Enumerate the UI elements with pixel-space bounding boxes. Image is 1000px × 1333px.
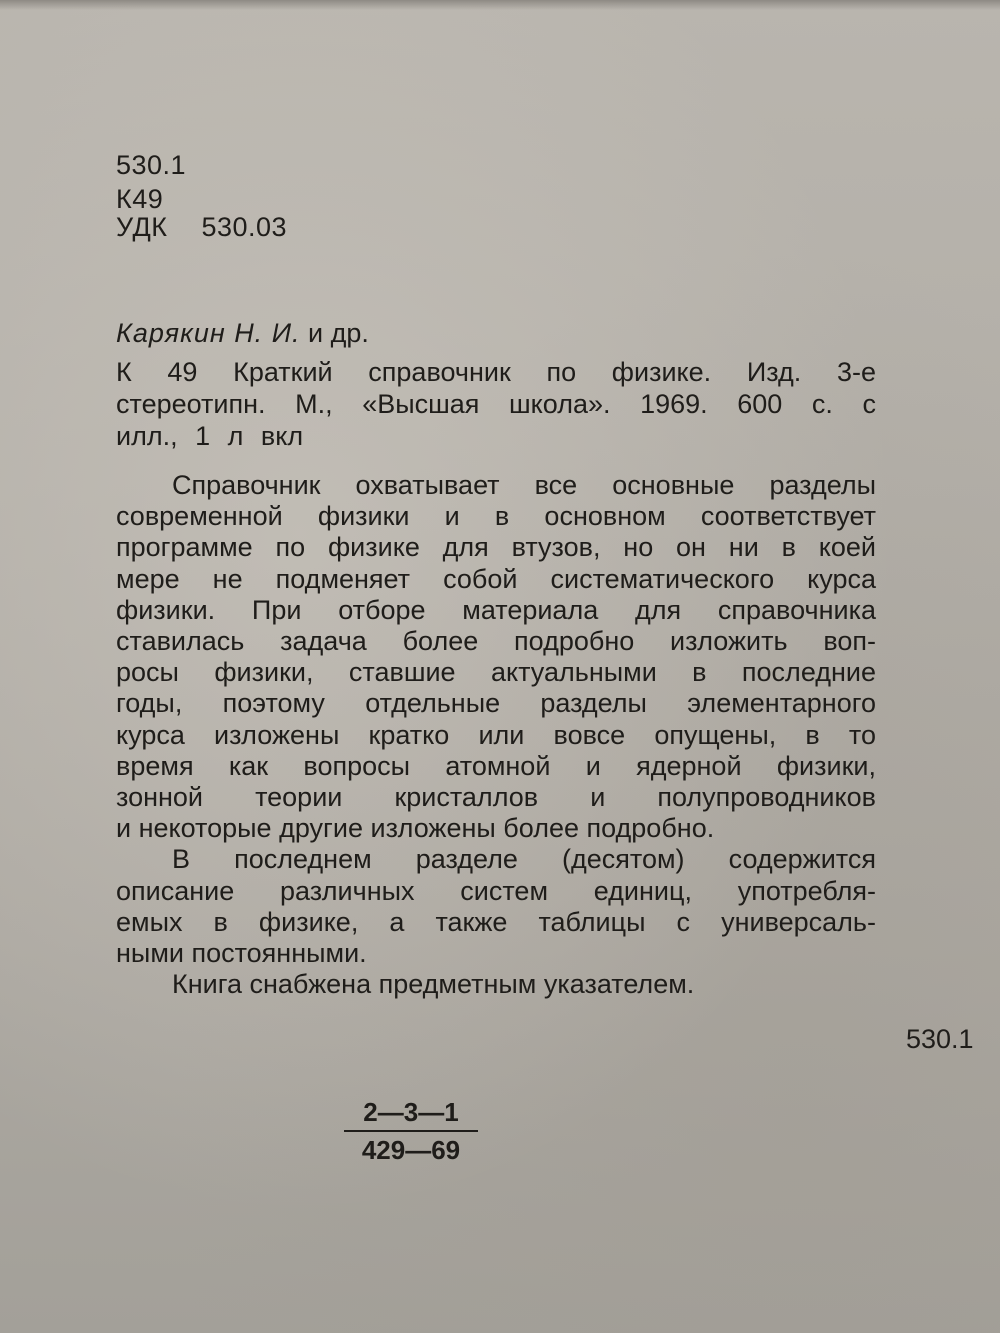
abstract-line: ными постоянными. (116, 938, 367, 969)
abstract-line: курса изложены кратко или вовсе опущены, в то (116, 719, 876, 750)
udk-value: 530.03 (201, 212, 288, 242)
bibliographic-line: стереотипн. М., «Высшая школа». 1969. 600 с. с (116, 389, 876, 419)
abstract-line: В последнем разделе (десятом) содержится (172, 844, 876, 875)
abstract-line: Справочник охватывает все основные разделы (172, 470, 876, 500)
bibliographic-line: К 49 Краткий справочник по физике. Изд. 3-е (116, 357, 876, 387)
abstract-line: программе по физике для втузов, но он ни в коей (116, 532, 876, 563)
classification-code-530: 530.1 (116, 150, 187, 180)
abstract-line: и некоторые другие изложены более подробно. (116, 813, 715, 844)
udk-line (116, 210, 287, 244)
udk-label: УДК (116, 212, 168, 242)
abstract-line: физики. При отборе материала для справочника (116, 594, 876, 625)
right-classification-code: 530.1 (906, 1024, 974, 1054)
classification-code-k49: К49 (116, 184, 164, 214)
abstract-line: емых в физике, а также таблицы с универсаль- (116, 906, 876, 937)
index-fraction (344, 1096, 478, 1166)
abstract-line: описание различных систем единиц, употребля- (116, 875, 876, 906)
abstract-text (116, 470, 876, 1000)
fraction-denominator: 429—69 (361, 1135, 461, 1165)
fraction-numerator: 2—3—1 (344, 1096, 478, 1132)
author-suffix: и др. (308, 318, 369, 348)
abstract-line: современной физики и в основном соответствует (116, 501, 876, 532)
abstract-line: росы физики, ставшие актуальными в последние (116, 657, 876, 688)
abstract-line: ставилась задача более подробно изложить воп- (116, 626, 876, 657)
author-name: Карякин Н. И. (116, 318, 301, 348)
bibliographic-line: илл., 1 л вкл (116, 421, 304, 451)
abstract-line: Книга снабжена предметным указателем. (172, 969, 695, 1000)
abstract-line: зонной теории кристаллов и полупроводников (116, 782, 876, 813)
author-line (116, 316, 369, 350)
paper-top-edge (0, 0, 1000, 10)
bibliographic-record (116, 356, 876, 452)
abstract-line: время как вопросы атомной и ядерной физики, (116, 750, 876, 781)
abstract-line: годы, поэтому отдельные разделы элементарного (116, 688, 876, 719)
abstract-line: мере не подменяет собой систематического курса (116, 563, 876, 594)
